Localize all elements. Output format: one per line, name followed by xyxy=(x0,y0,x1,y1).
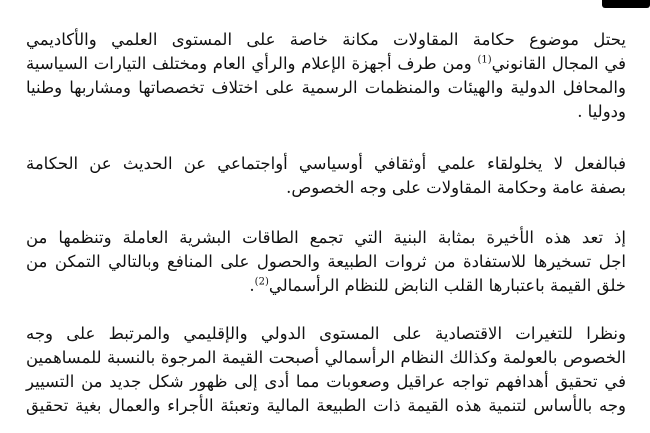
paragraph-1-line-2-a: في المجال القانوني xyxy=(491,54,626,73)
footnote-marker-2: (2) xyxy=(254,276,269,288)
paragraph-3-line-3: خلق القيمة باعتبارها القلب النابض للنظام الرأسمالي$^{(2)}$. xyxy=(249,276,626,295)
paragraph-3-line-3-text: خلق القيمة باعتبارها القلب النابض للنظام الرأسمالي xyxy=(268,276,626,295)
paragraph-1-line-2-b: ومن طرف أجهزة الإعلام والرأي العام ومختلف التيارات السياسية xyxy=(26,54,472,73)
paragraph-1-line-1: يحتل موضوع حكامة المقاولات مكانة خاصة على المستوى العلمي والأكاديمي xyxy=(26,30,626,49)
paragraph-1-line-3: والمحافل الدولية والهيئات والمنظمات الرسمية على اختلاف تخصصاتها ومشاربها وطنيا xyxy=(26,78,626,97)
paragraph-1-line-4: ودوليا . xyxy=(577,102,626,121)
heading-fragment xyxy=(602,0,650,8)
paragraph-4-line-2: الخصوص بالعولمة وكذالك النظام الرأسمالي أصبحت القيمة المرجوة بالنسبة للمساهمين xyxy=(26,348,626,367)
paragraph-4-line-3: في تحقيق أهدافهم تواجه عراقيل وصعوبات مما أدى إلى ظهور شكل جديد من التسيير xyxy=(26,372,626,391)
paragraph-3-line-1: إذ تعد هذه الأخيرة بمثابة البنية التي تجمع الطاقات البشرية العاملة وتنظمها من xyxy=(26,228,626,247)
paragraph-3-line-2: اجل تسخيرها للاستفادة من ثروات الطبيعة والحصول على المنافع وبالتالي التمكن من xyxy=(26,252,626,271)
paragraph-1-line-2 xyxy=(26,52,626,76)
paragraph-4-line-1: ونظرا للتغيرات الاقتصادية على المستوى الدولي والإقليمي والمرتبط على وجه xyxy=(26,324,626,343)
paragraph-2-line-1: فبالفعل لا يخلولقاء علمي أوثقافي أوسياسي أواجتماعي عن الحديث عن الحكامة xyxy=(26,154,626,173)
paragraph-4-line-4: وجه بالأساس لتنمية هذه القيمة ذات الطبيعة المالية وتعبئة الأجراء والعمال بغية تحقيق xyxy=(26,396,626,415)
paragraph-2-line-2: بصفة عامة وحكامة المقاولات على وجه الخصوص. xyxy=(286,178,626,197)
footnote-marker-1: (1) xyxy=(477,54,492,66)
